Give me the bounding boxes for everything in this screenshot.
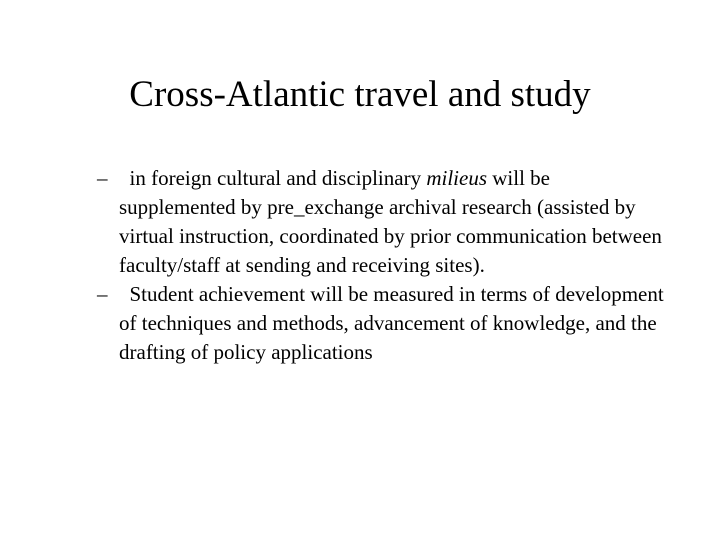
bullet-item-2 bbox=[0, 280, 669, 367]
bullet-marker: – bbox=[97, 166, 108, 190]
bullet-text-tail: will be supplemented by pre_exchange archival research (assisted by virtual instruction, coordinated by prior communication between faculty/staff at sending and receiving sites). bbox=[119, 166, 662, 277]
bullet-text-lead: Student achievement will be measured in terms of development of techniques and methods, advancement of knowledge, and the drafting of policy applications bbox=[119, 282, 669, 364]
bullet-list bbox=[0, 164, 720, 367]
bullet-text bbox=[119, 166, 662, 277]
bullet-text-italic: milieus bbox=[426, 166, 488, 190]
slide-title: Cross-Atlantic travel and study bbox=[129, 74, 591, 115]
bullet-text bbox=[119, 282, 669, 364]
bullet-text-lead: in foreign cultural and disciplinary bbox=[119, 166, 427, 190]
bullet-marker: – bbox=[97, 282, 108, 306]
bullet-item-1 bbox=[0, 164, 669, 280]
